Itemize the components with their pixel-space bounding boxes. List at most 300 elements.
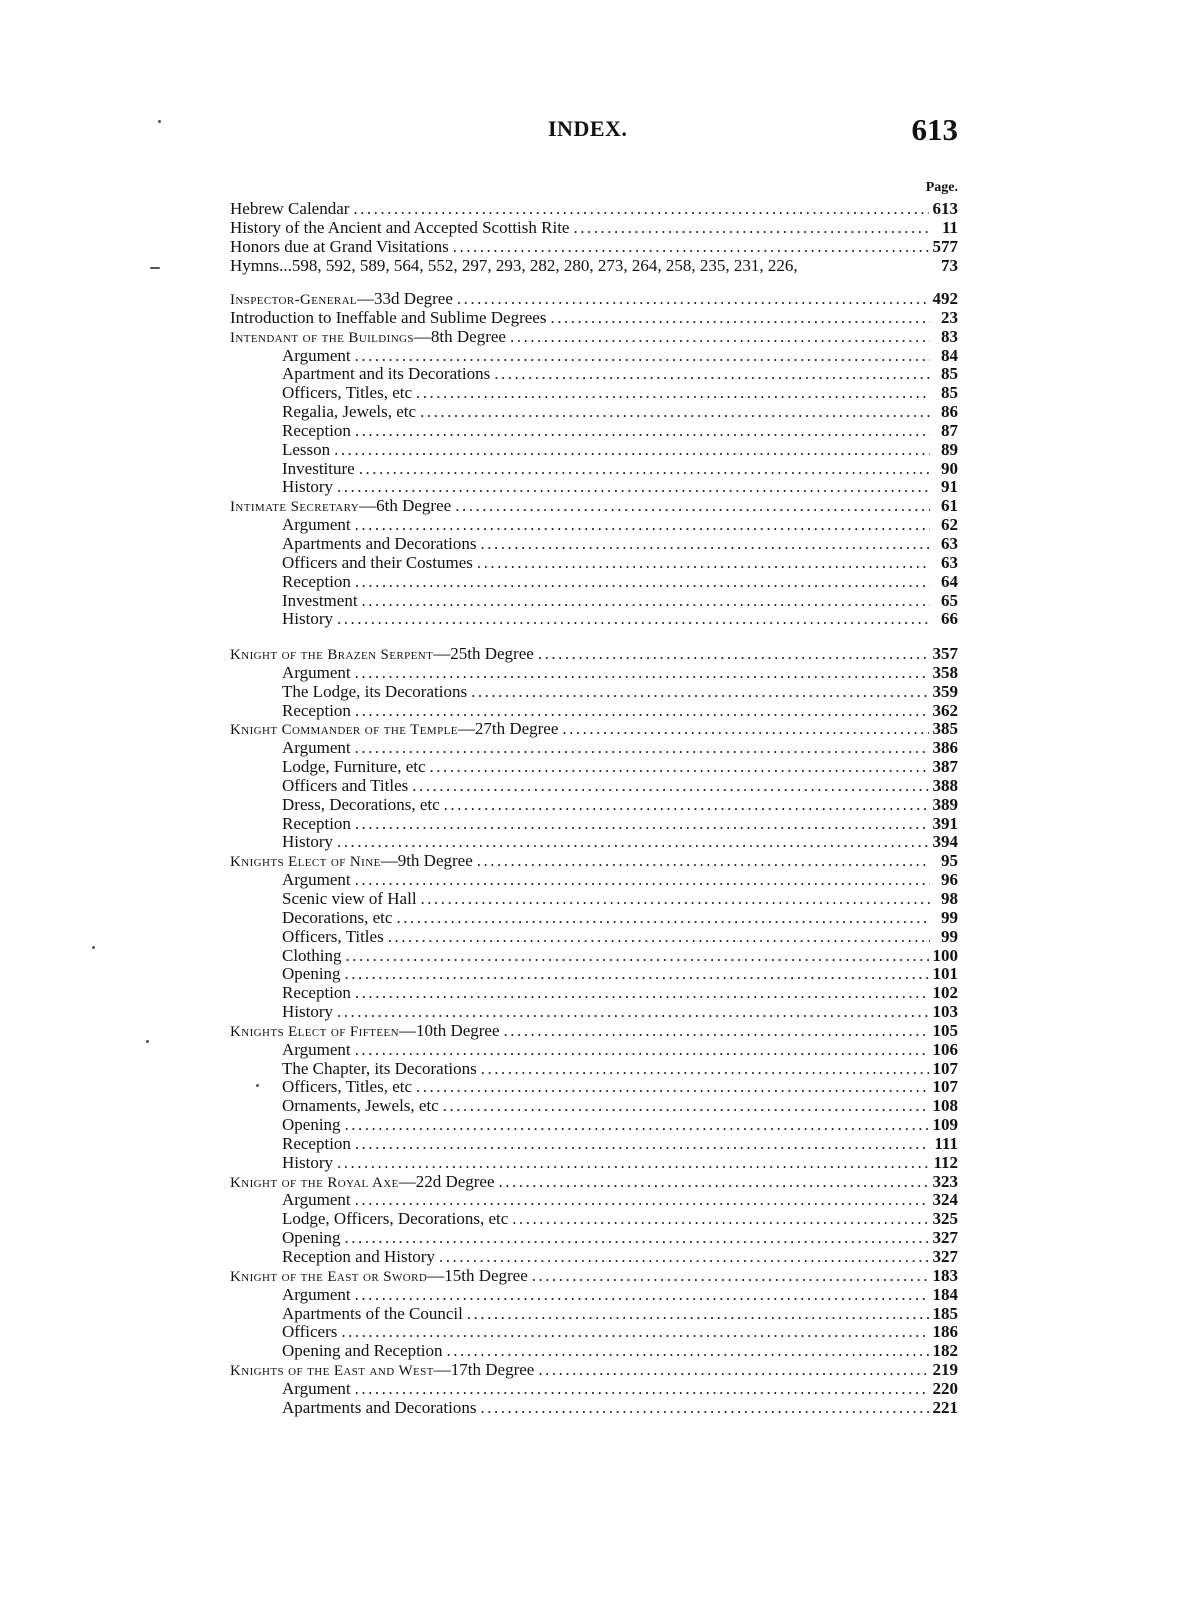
scan-speck bbox=[150, 267, 160, 269]
entry-page-number: 613 bbox=[932, 199, 958, 218]
entry-text bbox=[282, 1003, 333, 1022]
entry-text bbox=[282, 1097, 439, 1116]
dot-leader bbox=[359, 460, 930, 479]
index-subentry bbox=[230, 516, 958, 535]
dot-leader bbox=[447, 1342, 929, 1361]
index-subentry bbox=[230, 984, 958, 1003]
index-subentry bbox=[230, 833, 958, 852]
index-entry bbox=[230, 720, 958, 739]
entry-label: Decorations, etc bbox=[282, 907, 393, 927]
index-subentry bbox=[230, 573, 958, 592]
dot-leader bbox=[355, 739, 929, 758]
dot-leader bbox=[355, 1041, 929, 1060]
entry-label: History bbox=[282, 1002, 333, 1022]
entry-text bbox=[282, 347, 351, 366]
entry-label: Introduction to Ineffable and Sublime Degrees bbox=[230, 307, 547, 327]
index-entry bbox=[230, 1173, 958, 1192]
dot-leader bbox=[355, 984, 929, 1003]
entry-text bbox=[282, 478, 333, 497]
entry-text bbox=[230, 200, 349, 219]
page-column-label: Page. bbox=[925, 180, 958, 195]
dot-leader bbox=[512, 1210, 928, 1229]
index-group-k bbox=[230, 645, 958, 1418]
entry-text bbox=[282, 554, 473, 573]
entry-page-number: 66 bbox=[941, 609, 958, 629]
index-entry bbox=[230, 497, 958, 516]
entry-text bbox=[282, 833, 333, 852]
entry-page-number: 85 bbox=[941, 364, 958, 384]
entry-page-number: 83 bbox=[941, 326, 958, 346]
index-subentry bbox=[230, 758, 958, 777]
entry-label: Reception bbox=[282, 700, 351, 720]
dot-leader bbox=[538, 645, 929, 664]
dot-leader bbox=[337, 1003, 929, 1022]
entry-page-number: 103 bbox=[932, 1002, 958, 1022]
index-subentry bbox=[230, 965, 958, 984]
entry-text bbox=[282, 739, 351, 758]
entry-degree: —10th Degree bbox=[398, 1020, 500, 1040]
dot-leader bbox=[421, 890, 930, 909]
dot-leader bbox=[550, 309, 930, 328]
entry-page-number: 105 bbox=[932, 1020, 958, 1040]
entry-page-number: 99 bbox=[941, 926, 958, 946]
entry-text bbox=[282, 947, 342, 966]
entry-page-number: 23 bbox=[941, 307, 958, 327]
entry-text bbox=[282, 1135, 351, 1154]
dot-leader bbox=[337, 833, 929, 852]
index-subentry bbox=[230, 1248, 958, 1267]
entry-text bbox=[282, 777, 408, 796]
entry-degree: —15th Degree bbox=[427, 1265, 528, 1285]
index-entry bbox=[230, 1361, 958, 1380]
entry-page-number: 219 bbox=[932, 1360, 958, 1380]
dot-leader bbox=[477, 554, 930, 573]
dot-leader bbox=[455, 497, 930, 516]
entry-page-number: 220 bbox=[932, 1378, 958, 1398]
entry-text bbox=[230, 257, 798, 276]
entry-degree: —6th Degree bbox=[359, 496, 452, 516]
dot-leader bbox=[467, 1305, 929, 1324]
entry-text bbox=[282, 984, 351, 1003]
dot-leader bbox=[355, 1191, 929, 1210]
index-subentry bbox=[230, 1041, 958, 1060]
entry-text bbox=[282, 610, 333, 629]
index-entry bbox=[230, 290, 958, 309]
entry-heading: Knights of the East and West bbox=[230, 1363, 434, 1380]
dot-leader bbox=[345, 965, 929, 984]
entry-page-number: 107 bbox=[932, 1058, 958, 1078]
entry-label: Ornaments, Jewels, etc bbox=[282, 1096, 439, 1116]
entry-heading: Inspector-General bbox=[230, 292, 358, 308]
index-subentry bbox=[230, 871, 958, 890]
index-subentry bbox=[230, 384, 958, 403]
entry-label: Scenic view of Hall bbox=[282, 888, 417, 908]
entry-page-number: 100 bbox=[932, 945, 958, 965]
entry-label: Argument bbox=[282, 515, 351, 535]
dot-leader bbox=[345, 1229, 929, 1248]
entry-text bbox=[282, 1154, 333, 1173]
index-subentry bbox=[230, 1342, 958, 1361]
dot-leader bbox=[412, 777, 928, 796]
entry-label: Argument bbox=[282, 1284, 351, 1304]
entry-page-number: 183 bbox=[932, 1265, 958, 1285]
entry-page-number: 64 bbox=[941, 571, 958, 591]
index-subentry bbox=[230, 592, 958, 611]
dot-leader bbox=[481, 1399, 929, 1418]
index-entry bbox=[230, 1267, 958, 1286]
dot-leader bbox=[444, 796, 929, 815]
entry-text bbox=[230, 1267, 528, 1287]
entry-degree: —33d Degree bbox=[357, 289, 453, 308]
entry-label: Dress, Decorations, etc bbox=[282, 794, 440, 814]
entry-text bbox=[282, 1116, 341, 1135]
entry-page-number: 89 bbox=[941, 439, 958, 459]
entry-heading: Knight of the Royal Axe bbox=[230, 1174, 399, 1191]
index-entry bbox=[230, 200, 958, 219]
entry-text bbox=[282, 890, 417, 909]
entry-page-number: 387 bbox=[932, 757, 958, 777]
entry-text bbox=[282, 573, 351, 592]
entry-page-number: 101 bbox=[932, 964, 958, 984]
entry-label: Apartments of the Council bbox=[282, 1303, 463, 1323]
entry-text bbox=[282, 1305, 463, 1324]
entry-text bbox=[282, 1342, 443, 1361]
entry-text bbox=[282, 871, 351, 890]
dot-leader bbox=[362, 592, 930, 611]
index-subentry bbox=[230, 1154, 958, 1173]
entry-page-number: 90 bbox=[941, 458, 958, 478]
dot-leader bbox=[341, 1323, 928, 1342]
entry-page-number: 391 bbox=[932, 813, 958, 833]
running-head: INDEX. bbox=[548, 116, 628, 141]
index-entry bbox=[230, 219, 958, 238]
entry-heading: Knights Elect of Fifteen bbox=[230, 1023, 399, 1040]
entry-text bbox=[282, 758, 426, 777]
dot-leader bbox=[443, 1097, 929, 1116]
dot-leader bbox=[420, 403, 930, 422]
entry-label: Hebrew Calendar bbox=[230, 199, 350, 218]
dot-leader bbox=[416, 384, 930, 403]
page-number: 613 bbox=[911, 112, 958, 147]
entry-page-number: 359 bbox=[932, 681, 958, 701]
entry-text bbox=[282, 460, 355, 479]
entry-heading: Intimate Secretary bbox=[230, 499, 360, 516]
entry-label: Lodge, Furniture, etc bbox=[282, 757, 426, 777]
dot-leader bbox=[337, 478, 930, 497]
index-entry bbox=[230, 328, 958, 347]
entry-text bbox=[230, 1173, 495, 1193]
entry-text bbox=[282, 1041, 351, 1060]
dot-leader bbox=[355, 1135, 930, 1154]
entry-label: Apartments and Decorations bbox=[282, 533, 477, 553]
entry-page-number: 98 bbox=[941, 888, 958, 908]
entry-label: Argument bbox=[282, 1190, 351, 1210]
entry-degree: —27th Degree bbox=[457, 719, 559, 739]
entry-text bbox=[230, 1022, 500, 1042]
dot-leader bbox=[481, 535, 931, 554]
entry-text bbox=[282, 384, 412, 403]
entry-page-number: 85 bbox=[941, 383, 958, 403]
entry-page-number: 388 bbox=[932, 775, 958, 795]
index-subentry bbox=[230, 403, 958, 422]
entry-text bbox=[282, 1323, 337, 1342]
dot-leader bbox=[477, 852, 930, 871]
entry-page-number: 111 bbox=[934, 1133, 958, 1153]
index-subentry bbox=[230, 1210, 958, 1229]
entry-label: Lodge, Officers, Decorations, etc bbox=[282, 1209, 509, 1229]
entry-label: Hymns...598, 592, 589, 564, 552, 297, 293, 282, 280, 273, 264, 258, 235, 231, 226, bbox=[230, 255, 798, 275]
index-subentry bbox=[230, 1191, 958, 1210]
index-group-h-misc bbox=[230, 200, 958, 275]
dot-leader bbox=[510, 328, 930, 347]
entry-page-number: 95 bbox=[941, 851, 958, 871]
index-subentry bbox=[230, 1135, 958, 1154]
index-subentry bbox=[230, 683, 958, 702]
index-entry bbox=[230, 238, 958, 257]
entry-page-number: 386 bbox=[932, 738, 958, 758]
entry-text bbox=[230, 309, 546, 328]
entry-page-number: 96 bbox=[941, 870, 958, 890]
entry-page-number: 73 bbox=[941, 255, 958, 275]
entry-heading: Knight of the East or Sword bbox=[230, 1268, 428, 1285]
index-subentry bbox=[230, 1399, 958, 1418]
entry-text bbox=[282, 909, 392, 928]
entry-page-number: 87 bbox=[941, 420, 958, 440]
entry-label: Reception bbox=[282, 813, 351, 833]
entry-text bbox=[282, 1399, 477, 1418]
dot-leader bbox=[457, 290, 929, 309]
index-subentry bbox=[230, 909, 958, 928]
index-group-i bbox=[230, 290, 958, 629]
index-subentry bbox=[230, 739, 958, 758]
entry-text bbox=[282, 1078, 412, 1097]
dot-leader bbox=[481, 1060, 929, 1079]
dot-leader bbox=[504, 1022, 929, 1041]
dot-leader bbox=[355, 1380, 929, 1399]
index-subentry bbox=[230, 1078, 958, 1097]
entry-page-number: 184 bbox=[932, 1284, 958, 1304]
index-subentry bbox=[230, 1003, 958, 1022]
entry-heading: Knight Commander of the Temple bbox=[230, 722, 458, 739]
index-subentry bbox=[230, 1305, 958, 1324]
entry-degree: —17th Degree bbox=[433, 1360, 535, 1380]
entry-page-number: 385 bbox=[932, 719, 958, 739]
entry-label: Apartments and Decorations bbox=[282, 1397, 477, 1417]
dot-leader bbox=[334, 441, 930, 460]
entry-page-number: 84 bbox=[941, 345, 958, 365]
entry-text bbox=[282, 1060, 477, 1079]
entry-page-number: 63 bbox=[941, 533, 958, 553]
entry-label: Officers and Titles bbox=[282, 775, 409, 795]
dot-leader bbox=[439, 1248, 929, 1267]
index-subentry bbox=[230, 796, 958, 815]
entry-label: Regalia, Jewels, etc bbox=[282, 402, 417, 422]
dot-leader bbox=[355, 347, 930, 366]
entry-label: Opening bbox=[282, 964, 341, 984]
dot-leader bbox=[388, 928, 930, 947]
index-subentry bbox=[230, 890, 958, 909]
entry-page-number: 102 bbox=[932, 983, 958, 1003]
entry-page-number: 106 bbox=[932, 1039, 958, 1059]
entry-text bbox=[282, 815, 351, 834]
entry-text bbox=[282, 535, 477, 554]
index-subentry bbox=[230, 460, 958, 479]
index-entry bbox=[230, 309, 958, 328]
entry-degree: —9th Degree bbox=[380, 851, 473, 871]
entry-page-number: 108 bbox=[932, 1096, 958, 1116]
entry-page-number: 577 bbox=[932, 236, 958, 256]
entry-label: Opening bbox=[282, 1115, 341, 1135]
entry-degree: —8th Degree bbox=[413, 326, 506, 346]
dot-leader bbox=[355, 664, 929, 683]
entry-label: Lesson bbox=[282, 439, 331, 459]
dot-leader bbox=[355, 516, 930, 535]
entry-text bbox=[230, 852, 473, 872]
entry-label: Reception bbox=[282, 571, 351, 591]
index-subentry bbox=[230, 664, 958, 683]
entry-label: Opening bbox=[282, 1228, 341, 1248]
entry-heading: Knights Elect of Nine bbox=[230, 854, 381, 871]
entry-text bbox=[282, 1286, 351, 1305]
dot-leader bbox=[355, 815, 929, 834]
entry-text bbox=[282, 796, 440, 815]
entry-text bbox=[282, 702, 351, 721]
entry-page-number: 86 bbox=[941, 402, 958, 422]
entry-label: Reception bbox=[282, 1133, 351, 1153]
entry-text bbox=[230, 645, 534, 665]
index-subentry bbox=[230, 1380, 958, 1399]
entry-page-number: 327 bbox=[932, 1228, 958, 1248]
entry-page-number: 327 bbox=[932, 1247, 958, 1266]
dot-leader bbox=[355, 573, 930, 592]
entry-label: Honors due at Grand Visitations bbox=[230, 236, 449, 256]
index-subentry bbox=[230, 1097, 958, 1116]
index-subentry bbox=[230, 1286, 958, 1305]
entry-heading: Knight of the Brazen Serpent bbox=[230, 647, 434, 663]
entry-label: History bbox=[282, 1152, 333, 1172]
entry-page-number: 357 bbox=[932, 644, 958, 663]
entry-page-number: 63 bbox=[941, 552, 958, 572]
entry-heading: Intendant of the Buildings bbox=[230, 329, 414, 346]
dot-leader bbox=[499, 1173, 929, 1192]
index-subentry bbox=[230, 1116, 958, 1135]
entry-label: Reception bbox=[282, 420, 351, 440]
entry-text bbox=[282, 1380, 351, 1399]
index-subentry bbox=[230, 815, 958, 834]
dot-leader bbox=[396, 909, 930, 928]
dot-leader bbox=[355, 422, 930, 441]
entry-page-number: 492 bbox=[932, 289, 958, 308]
entry-label: Opening and Reception bbox=[282, 1341, 443, 1361]
index-subentry bbox=[230, 610, 958, 629]
entry-page-number: 325 bbox=[932, 1209, 958, 1229]
entry-text bbox=[282, 1229, 341, 1248]
index-subentry bbox=[230, 554, 958, 573]
entry-page-number: 112 bbox=[933, 1152, 958, 1172]
dot-leader bbox=[337, 610, 930, 629]
entry-label: History of the Ancient and Accepted Scottish Rite bbox=[230, 217, 570, 237]
entry-text bbox=[282, 965, 341, 984]
index-subentry bbox=[230, 1229, 958, 1248]
entry-label: Reception bbox=[282, 983, 351, 1003]
entry-page-number: 323 bbox=[932, 1171, 958, 1191]
entry-label: Officers and their Costumes bbox=[282, 552, 473, 572]
entry-degree: —22d Degree bbox=[398, 1171, 495, 1191]
entry-label: The Chapter, its Decorations bbox=[282, 1058, 477, 1078]
entry-text bbox=[282, 365, 490, 384]
dot-leader bbox=[353, 200, 928, 219]
index-subentry bbox=[230, 365, 958, 384]
entry-page-number: 107 bbox=[932, 1077, 958, 1097]
entry-page-number: 324 bbox=[932, 1190, 958, 1210]
entry-text bbox=[282, 403, 416, 422]
entry-text bbox=[282, 441, 330, 460]
entry-page-number: 394 bbox=[932, 832, 958, 852]
dot-leader bbox=[416, 1078, 928, 1097]
index-subentry bbox=[230, 535, 958, 554]
entry-page-number: 221 bbox=[932, 1397, 958, 1417]
index-subentry bbox=[230, 347, 958, 366]
dot-leader bbox=[538, 1361, 928, 1380]
entry-label: Reception and History bbox=[282, 1247, 435, 1266]
entry-degree: —25th Degree bbox=[433, 644, 534, 663]
index-subentry bbox=[230, 1060, 958, 1079]
index-subentry bbox=[230, 478, 958, 497]
entry-label: History bbox=[282, 832, 333, 852]
dot-leader bbox=[346, 947, 929, 966]
entry-page-number: 389 bbox=[932, 794, 958, 814]
dot-leader bbox=[573, 219, 930, 238]
dot-leader bbox=[430, 758, 929, 777]
entry-label: Apartment and its Decorations bbox=[282, 364, 491, 384]
entry-page-number: 65 bbox=[941, 590, 958, 610]
entry-page-number: 99 bbox=[941, 907, 958, 927]
entry-page-number: 185 bbox=[932, 1303, 958, 1323]
dot-leader bbox=[345, 1116, 929, 1135]
dot-leader bbox=[355, 871, 930, 890]
dot-leader bbox=[562, 720, 928, 739]
dot-leader bbox=[337, 1154, 929, 1173]
dot-leader bbox=[355, 702, 929, 721]
dot-leader bbox=[355, 1286, 929, 1305]
entry-label: Argument bbox=[282, 1378, 351, 1398]
entry-label: Investment bbox=[282, 590, 358, 610]
entry-label: Clothing bbox=[282, 945, 342, 965]
entry-text bbox=[282, 683, 467, 702]
entry-page-number: 62 bbox=[941, 515, 958, 535]
entry-label: Argument bbox=[282, 870, 351, 890]
dot-leader bbox=[471, 683, 928, 702]
index-subentry bbox=[230, 928, 958, 947]
scan-speck bbox=[256, 1084, 259, 1087]
entry-label: Argument bbox=[282, 345, 351, 365]
index-subentry bbox=[230, 947, 958, 966]
index-subentry bbox=[230, 777, 958, 796]
entry-text bbox=[230, 1361, 534, 1381]
entry-text bbox=[230, 720, 558, 740]
entry-label: History bbox=[282, 477, 333, 497]
index-entry bbox=[230, 645, 958, 664]
entry-text bbox=[282, 592, 358, 611]
entry-label: Officers, Titles, etc bbox=[282, 383, 413, 403]
dot-leader bbox=[453, 238, 929, 257]
entry-label: History bbox=[282, 609, 333, 629]
entry-text bbox=[230, 219, 569, 238]
entry-text bbox=[282, 1210, 508, 1229]
entry-text bbox=[282, 422, 351, 441]
entry-text bbox=[230, 328, 506, 348]
entry-page-number: 358 bbox=[932, 662, 958, 682]
